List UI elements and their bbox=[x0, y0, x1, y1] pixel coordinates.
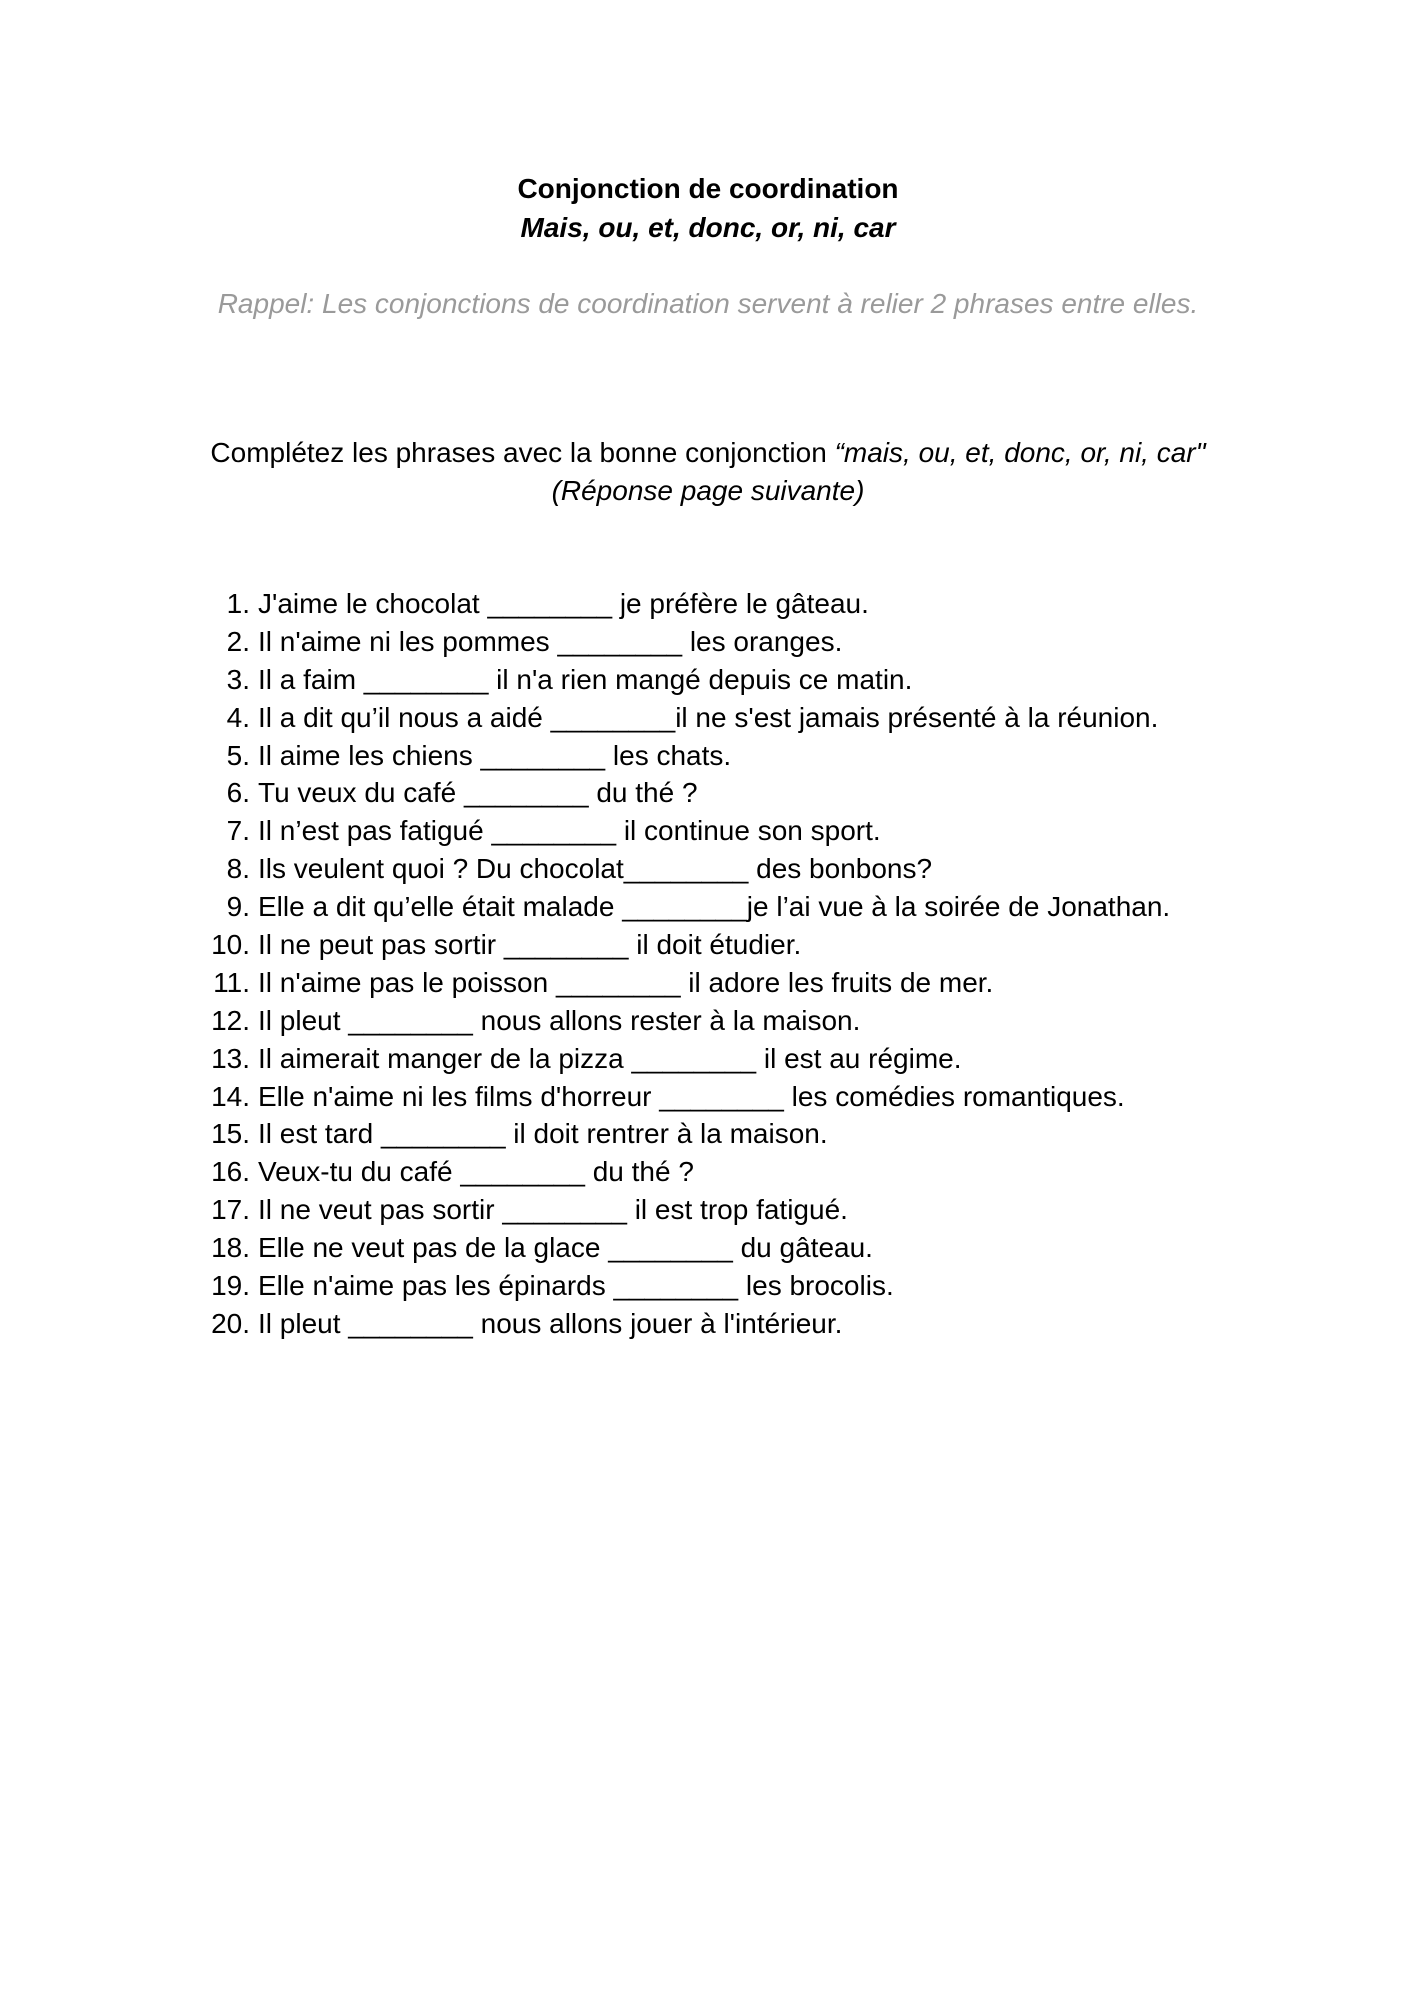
instruction-text: Complétez les phrases avec la bonne conjonction bbox=[210, 437, 835, 468]
exercise-sentence: Elle a dit qu’elle était malade ________je l’ai vue à la soirée de Jonathan. bbox=[258, 891, 1171, 923]
exercise-item bbox=[206, 1229, 1306, 1267]
exercise-sentence: Elle ne veut pas de la glace ________ du gâteau. bbox=[258, 1232, 873, 1264]
exercise-item bbox=[206, 585, 1306, 623]
page-subtitle: Mais, ou, et, donc, or, ni, car bbox=[520, 212, 896, 243]
exercise-item bbox=[206, 1267, 1306, 1305]
exercise-sentence: Elle n'aime pas les épinards ________ les brocolis. bbox=[258, 1270, 894, 1302]
page-title: Conjonction de coordination bbox=[517, 173, 899, 204]
exercise-item bbox=[206, 850, 1306, 888]
reminder-text: Rappel: Les conjonctions de coordination servent à relier 2 phrases entre elles. bbox=[217, 288, 1199, 319]
exercise-number: 14. bbox=[211, 1080, 250, 1112]
exercise-item bbox=[206, 1191, 1306, 1229]
exercise-number: 20. bbox=[211, 1307, 250, 1339]
exercise-number: 12. bbox=[211, 1004, 250, 1036]
instruction-line bbox=[0, 434, 1416, 472]
exercise-number: 13. bbox=[211, 1042, 250, 1074]
exercise-number: 10. bbox=[211, 929, 250, 961]
exercise-sentence: Il n'aime pas le poisson ________ il adore les fruits de mer. bbox=[258, 966, 994, 998]
exercise-sentence: Tu veux du café ________ du thé ? bbox=[258, 777, 698, 809]
exercise-sentence: Il ne veut pas sortir ________ il est trop fatigué. bbox=[258, 1194, 848, 1226]
exercise-number: 2. bbox=[226, 625, 250, 657]
exercise-item bbox=[206, 1078, 1306, 1116]
answer-note: (Réponse page suivante) bbox=[551, 475, 865, 506]
exercise-item bbox=[206, 812, 1306, 850]
exercise-sentence: Il n'aime ni les pommes ________ les oranges. bbox=[258, 625, 843, 657]
exercise-sentence: Il est tard ________ il doit rentrer à la maison. bbox=[258, 1118, 828, 1150]
exercise-sentence: Il a dit qu’il nous a aidé ________il ne s'est jamais présenté à la réunion. bbox=[258, 701, 1159, 733]
exercise-sentence: Il a faim ________ il n'a rien mangé depuis ce matin. bbox=[258, 663, 913, 695]
exercise-number: 19. bbox=[211, 1270, 250, 1302]
exercise-item bbox=[206, 1040, 1306, 1078]
exercise-item bbox=[206, 1002, 1306, 1040]
exercise-number: 5. bbox=[226, 739, 250, 771]
exercise-number: 3. bbox=[226, 663, 250, 695]
exercise-number: 9. bbox=[226, 891, 250, 923]
exercise-item bbox=[206, 699, 1306, 737]
exercise-number: 8. bbox=[226, 853, 250, 885]
exercise-number: 7. bbox=[226, 815, 250, 847]
exercise-number: 17. bbox=[211, 1194, 250, 1226]
exercise-number: 6. bbox=[226, 777, 250, 809]
exercise-sentence: Il n’est pas fatigué ________ il continue son sport. bbox=[258, 815, 881, 847]
exercise-number: 16. bbox=[211, 1156, 250, 1188]
exercise-number: 1. bbox=[226, 588, 250, 619]
exercise-item bbox=[206, 737, 1306, 775]
exercise-item bbox=[206, 926, 1306, 964]
exercise-sentence: Il aime les chiens ________ les chats. bbox=[258, 739, 732, 771]
exercise-sentence: Veux-tu du café ________ du thé ? bbox=[258, 1156, 694, 1188]
exercise-item bbox=[206, 964, 1306, 1002]
exercise-item bbox=[206, 623, 1306, 661]
exercise-number: 18. bbox=[211, 1232, 250, 1264]
exercise-sentence: Il pleut ________ nous allons jouer à l'intérieur. bbox=[258, 1307, 843, 1339]
exercise-number: 15. bbox=[211, 1118, 250, 1150]
exercise-sentence: Il ne peut pas sortir ________ il doit étudier. bbox=[258, 929, 802, 961]
exercise-sentence: Il aimerait manger de la pizza ________ il est au régime. bbox=[258, 1042, 962, 1074]
exercise-number: 11. bbox=[213, 966, 250, 998]
exercise-item bbox=[206, 1115, 1306, 1153]
exercise-list bbox=[206, 585, 1306, 1343]
exercise-item bbox=[206, 1153, 1306, 1191]
exercise-sentence: Il pleut ________ nous allons rester à la maison. bbox=[258, 1004, 861, 1036]
exercise-sentence: J'aime le chocolat ________ je préfère le gâteau. bbox=[258, 588, 869, 619]
exercise-sentence: Ils veulent quoi ? Du chocolat________ des bonbons? bbox=[258, 853, 933, 885]
exercise-number: 4. bbox=[226, 701, 250, 733]
instruction-conjunctions: “mais, ou, et, donc, or, ni, car" bbox=[834, 437, 1206, 468]
exercise-item bbox=[206, 1305, 1306, 1343]
exercise-item bbox=[206, 774, 1306, 812]
exercise-item bbox=[206, 661, 1306, 699]
exercise-sentence: Elle n'aime ni les films d'horreur ________ les comédies romantiques. bbox=[258, 1080, 1125, 1112]
exercise-item bbox=[206, 888, 1306, 926]
